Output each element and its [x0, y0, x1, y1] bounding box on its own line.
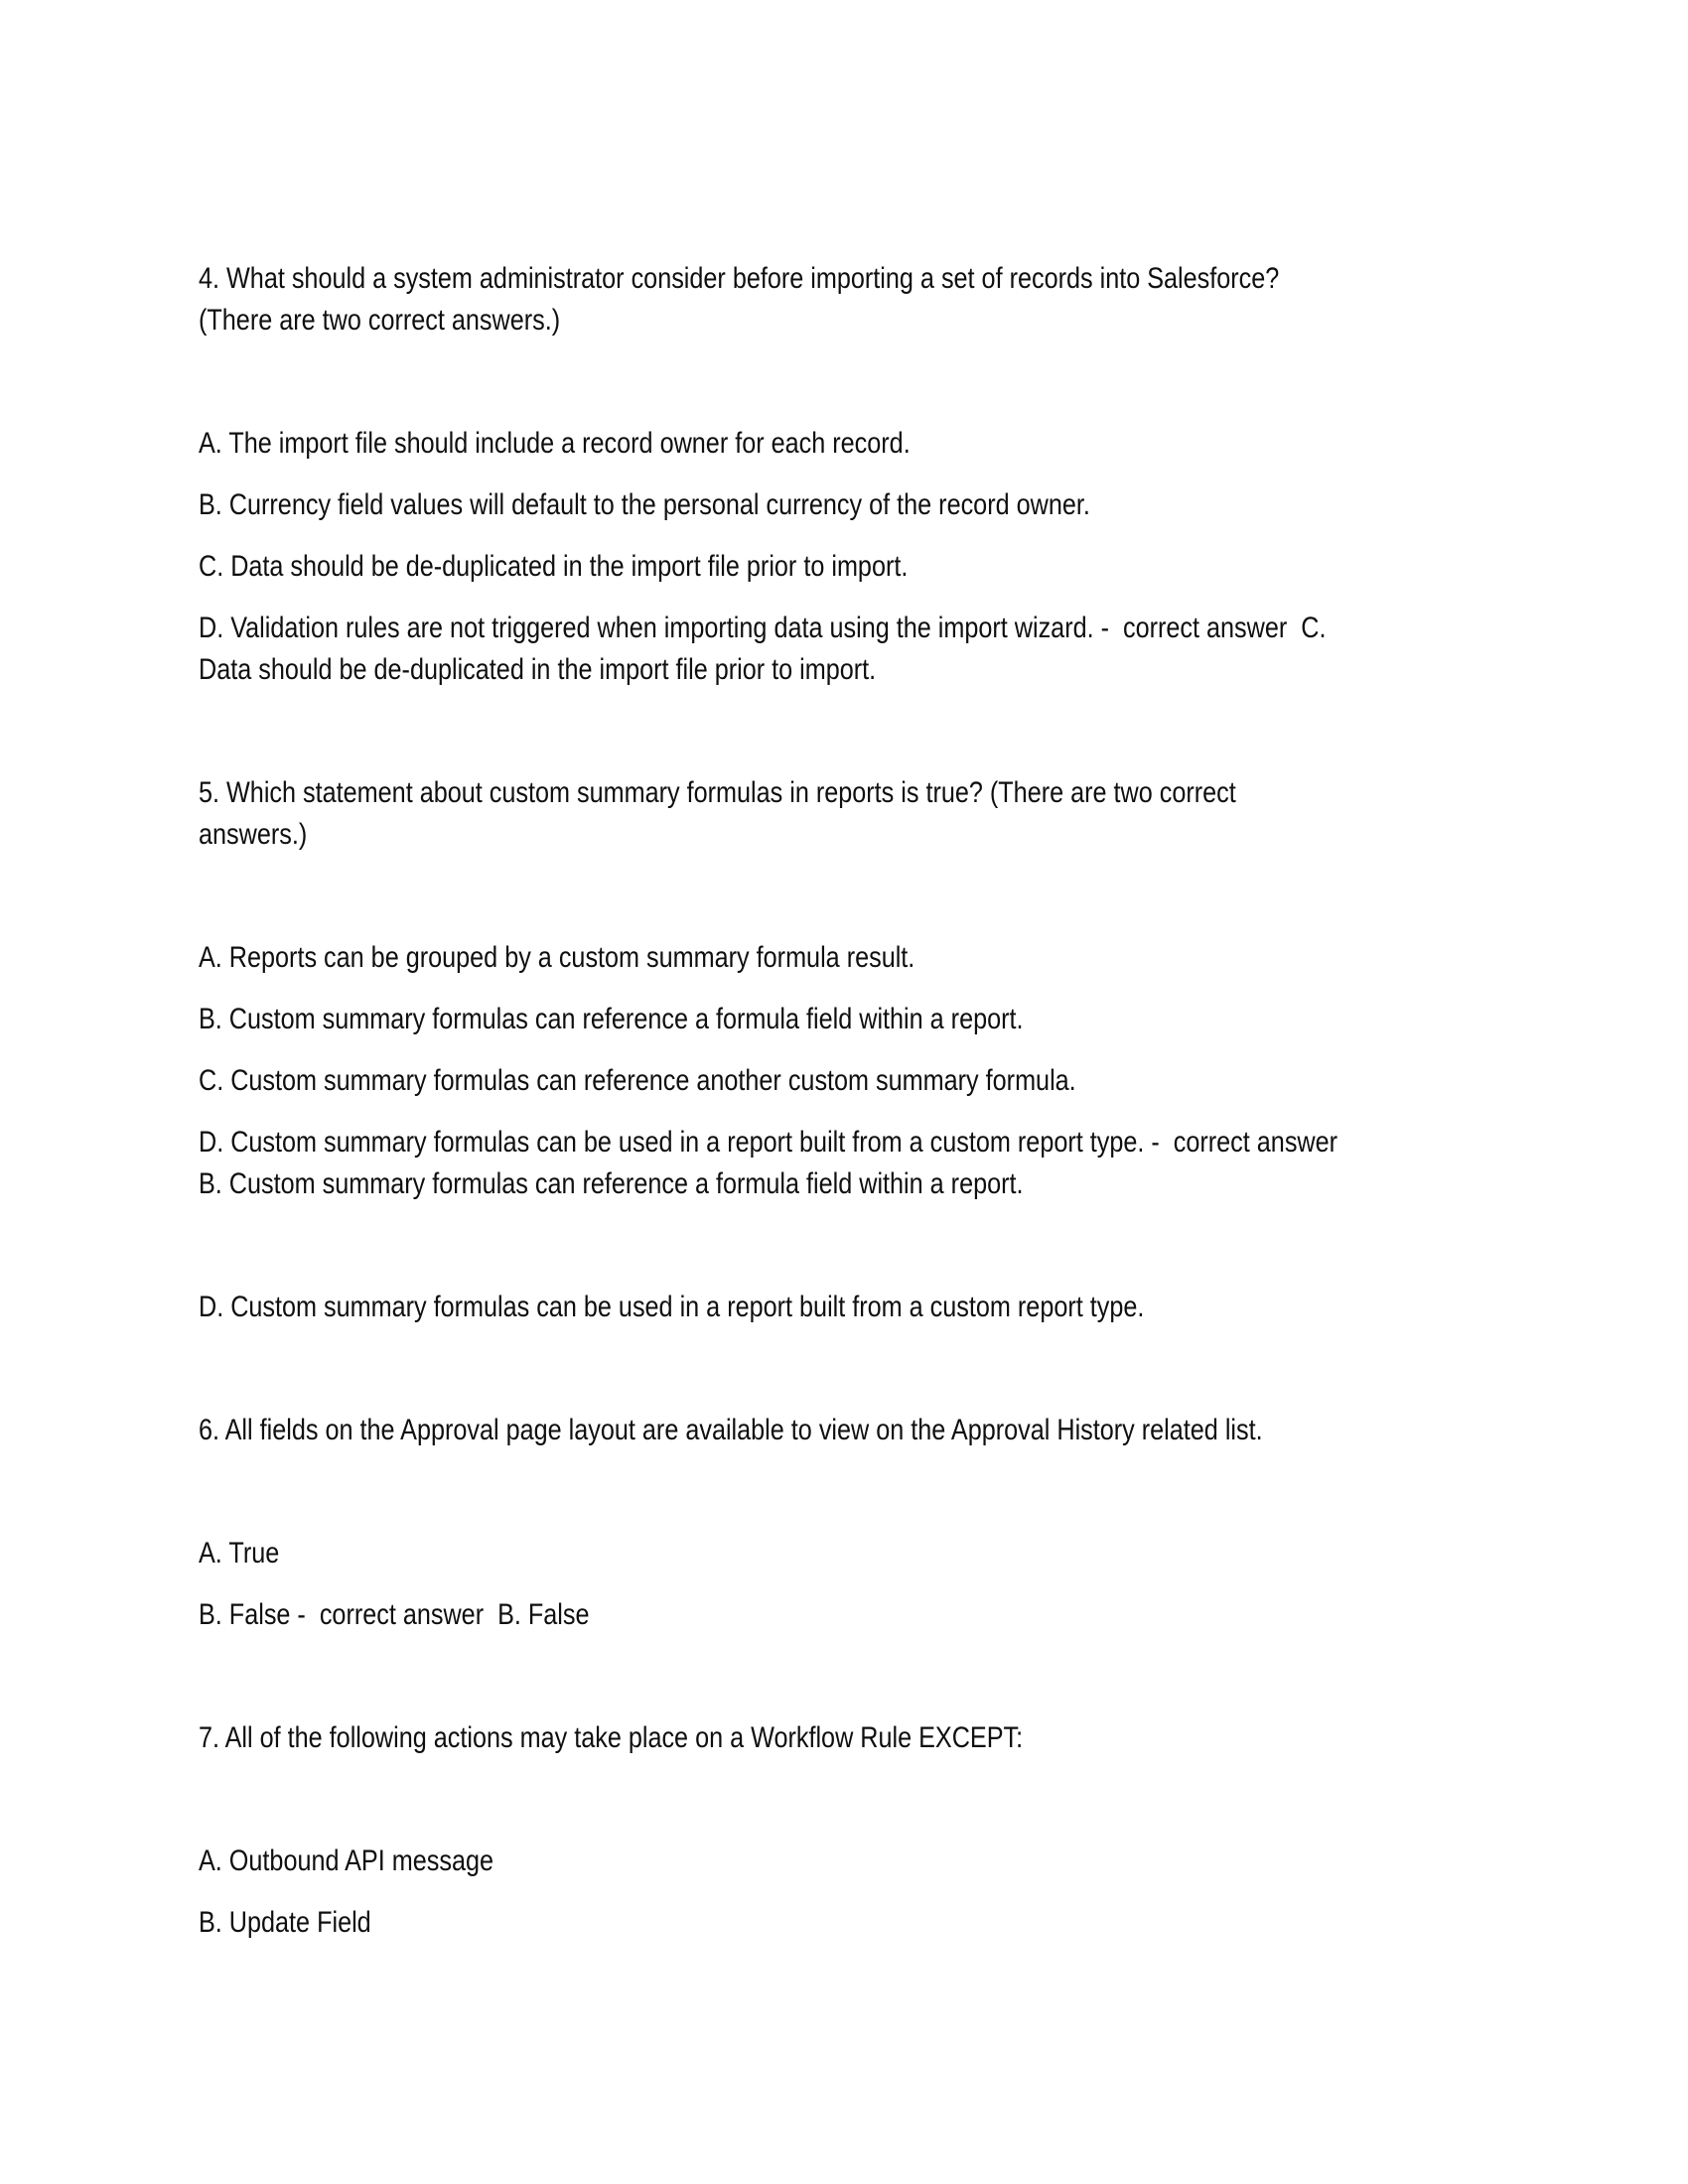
text-line: answers.)	[199, 818, 308, 851]
question-5-option-a	[199, 937, 1628, 979]
spacer	[199, 1225, 1628, 1267]
question-7-option-a	[199, 1841, 1628, 1882]
text-line: B. Custom summary formulas can reference a formula field within a report.	[199, 1167, 1024, 1200]
spacer	[199, 1656, 1628, 1698]
question-5-prompt	[199, 772, 1628, 856]
text-line: (There are two correct answers.)	[199, 304, 561, 337]
spacer	[199, 876, 1628, 917]
text-line: A. Outbound API message	[199, 1844, 493, 1877]
text-line: C. Custom summary formulas can reference another custom summary formula.	[199, 1064, 1076, 1097]
question-4-option-c	[199, 546, 1628, 588]
text-line: C. Data should be de-duplicated in the import file prior to import.	[199, 550, 909, 583]
spacer	[199, 1471, 1628, 1513]
text-line: D. Validation rules are not triggered when importing data using the import wizard. - correct answer C.	[199, 612, 1327, 644]
question-4-option-b	[199, 484, 1628, 526]
text-line: 6. All fields on the Approval page layout are available to view on the Approval History related list.	[199, 1414, 1263, 1446]
question-5-option-b	[199, 999, 1628, 1040]
question-7-option-b	[199, 1902, 1628, 1944]
text-line: B. Custom summary formulas can reference a formula field within a report.	[199, 1003, 1024, 1035]
text-line: A. Reports can be grouped by a custom summary formula result.	[199, 941, 915, 974]
text-line: Data should be de-duplicated in the import file prior to import.	[199, 653, 877, 686]
text-line: B. Currency field values will default to the personal currency of the record owner.	[199, 488, 1090, 521]
text-line: D. Custom summary formulas can be used in a report built from a custom report type.	[199, 1291, 1145, 1323]
text-line: B. False - correct answer B. False	[199, 1598, 590, 1631]
text-line: 7. All of the following actions may take place on a Workflow Rule EXCEPT:	[199, 1721, 1024, 1754]
question-4-prompt	[199, 258, 1628, 341]
spacer	[199, 1348, 1628, 1390]
question-6-option-b-with-answer	[199, 1594, 1628, 1636]
text-line: D. Custom summary formulas can be used in a report built from a custom report type. - correct answer	[199, 1126, 1338, 1159]
text-line: A. True	[199, 1537, 280, 1570]
question-5-option-d-with-answer	[199, 1122, 1628, 1205]
document-content	[199, 258, 1628, 1944]
question-7-prompt	[199, 1717, 1628, 1759]
text-line: B. Update Field	[199, 1906, 371, 1939]
spacer	[199, 361, 1628, 403]
text-line: A. The import file should include a record owner for each record.	[199, 427, 911, 460]
spacer	[199, 1779, 1628, 1821]
question-6-option-a	[199, 1533, 1628, 1574]
question-6-prompt	[199, 1410, 1628, 1451]
question-5-option-c	[199, 1060, 1628, 1102]
spacer	[199, 711, 1628, 752]
question-5-answer-d-repeat	[199, 1287, 1628, 1328]
question-4-option-d-with-answer	[199, 608, 1628, 691]
question-4-option-a	[199, 423, 1628, 465]
text-line: 4. What should a system administrator consider before importing a set of records into Salesforce?	[199, 262, 1280, 295]
text-line: 5. Which statement about custom summary formulas in reports is true? (There are two correct	[199, 776, 1236, 809]
